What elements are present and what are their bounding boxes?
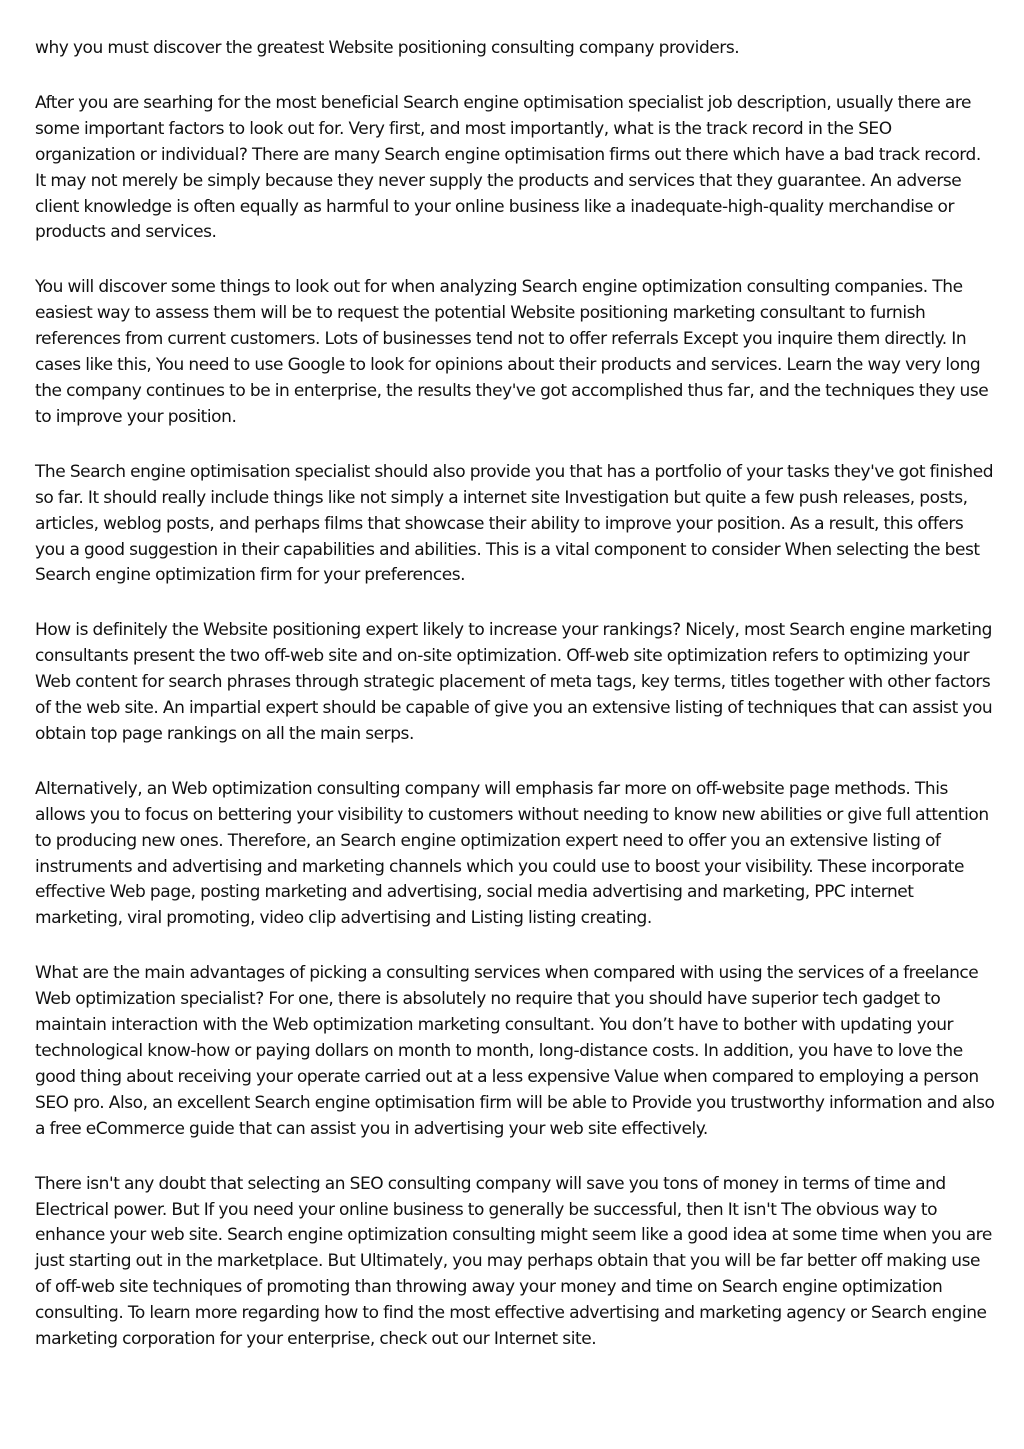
- paragraph-8: There isn't any doubt that selecting an SEO consulting company will save you tons of money in terms of time and Electrical power. But If you need your online business to generally be successful, then It isn't The obvious way to enhance your web site. Search engine optimization consulting might seem like a good idea at some time when you are just starting out in the marketplace. But Ultimately, you may perhaps obtain that you will be far better off making use of off-web site techniques of promoting than throwing away your money and time on Search engine optimization consulting. To learn more regarding how to find the most effective advertising and marketing agency or Search engine marketing corporation for your enterprise, check out our Internet site.: [35, 1173, 992, 1350]
- paragraph-6: Alternatively, an Web optimization consulting company will emphasis far more on off-website page methods. This allows you to focus on bettering your visibility to customers without needing to know new abilities or give full attention to producing new ones. Therefore, an Search engine optimization expert need to offer you an extensive listing of instruments and advertising and marketing channels which you could use to boost your visibility. These incorporate effective Web page, posting marketing and advertising, social media advertising and marketing, PPC internet marketing, viral promoting, video clip advertising and Listing listing creating.: [35, 778, 989, 929]
- paragraph-1: why you must discover the greatest Website positioning consulting company providers.: [35, 38, 740, 58]
- document-page: [35, 36, 995, 1382]
- paragraph-4: The Search engine optimisation specialist should also provide you that has a portfolio of your tasks they've got finished so far. It should really include things like not simply a internet site Investigation but quite a few push releases, posts, articles, weblog posts, and perhaps films that showcase their ability to improve your position. As a result, this offers you a good suggestion in their capabilities and abilities. This is a vital component to consider When selecting the best Search engine optimization firm for your preferences.: [35, 461, 994, 586]
- paragraph-3: You will discover some things to look out for when analyzing Search engine optimization consulting companies. The easiest way to assess them will be to request the potential Website positioning marketing consultant to furnish references from current customers. Lots of businesses tend not to offer referrals Except you inquire them directly. In cases like this, You need to use Google to look for opinions about their products and services. Learn the way very long the company continues to be in enterprise, the results they've got accomplished thus far, and the techniques they use to improve your position.: [35, 277, 989, 427]
- paragraph-2: After you are searhing for the most beneficial Search engine optimisation specialist job description, usually there are some important factors to look out for. Very first, and most importantly, what is the track record in the SEO organization or individual? There are many Search engine optimisation firms out there which have a bad track record. It may not merely be simply because they never supply the products and services that they guarantee. An adverse client knowledge is often equally as harmful to your online business like a inadequate-high-quality merchandise or products and services.: [35, 92, 981, 243]
- paragraph-7: What are the main advantages of picking a consulting services when compared with using the services of a freelance Web optimization specialist? For one, there is absolutely no require that you should have superior tech gadget to maintain interaction with the Web optimization marketing consultant. You don’t have to bother with updating your technological know-how or paying dollars on month to month, long-distance costs. In addition, you have to love the good thing about receiving your operate carried out at a less expensive Value when compared to employing a person SEO pro. Also, an excellent Search engine optimisation firm will be able to Provide you trustworthy information and also a free eCommerce guide that can assist you in advertising your web site effectively.: [35, 963, 995, 1139]
- paragraph-5: How is definitely the Website positioning expert likely to increase your rankings? Nicely, most Search engine marketing consultants present the two off-web site and on-site optimization. Off-web site optimization refers to optimizing your Web content for search phrases through strategic placement of meta tags, key terms, titles together with other factors of the web site. An impartial expert should be capable of give you an extensive listing of techniques that can assist you obtain top page rankings on all the main serps.: [35, 620, 993, 744]
